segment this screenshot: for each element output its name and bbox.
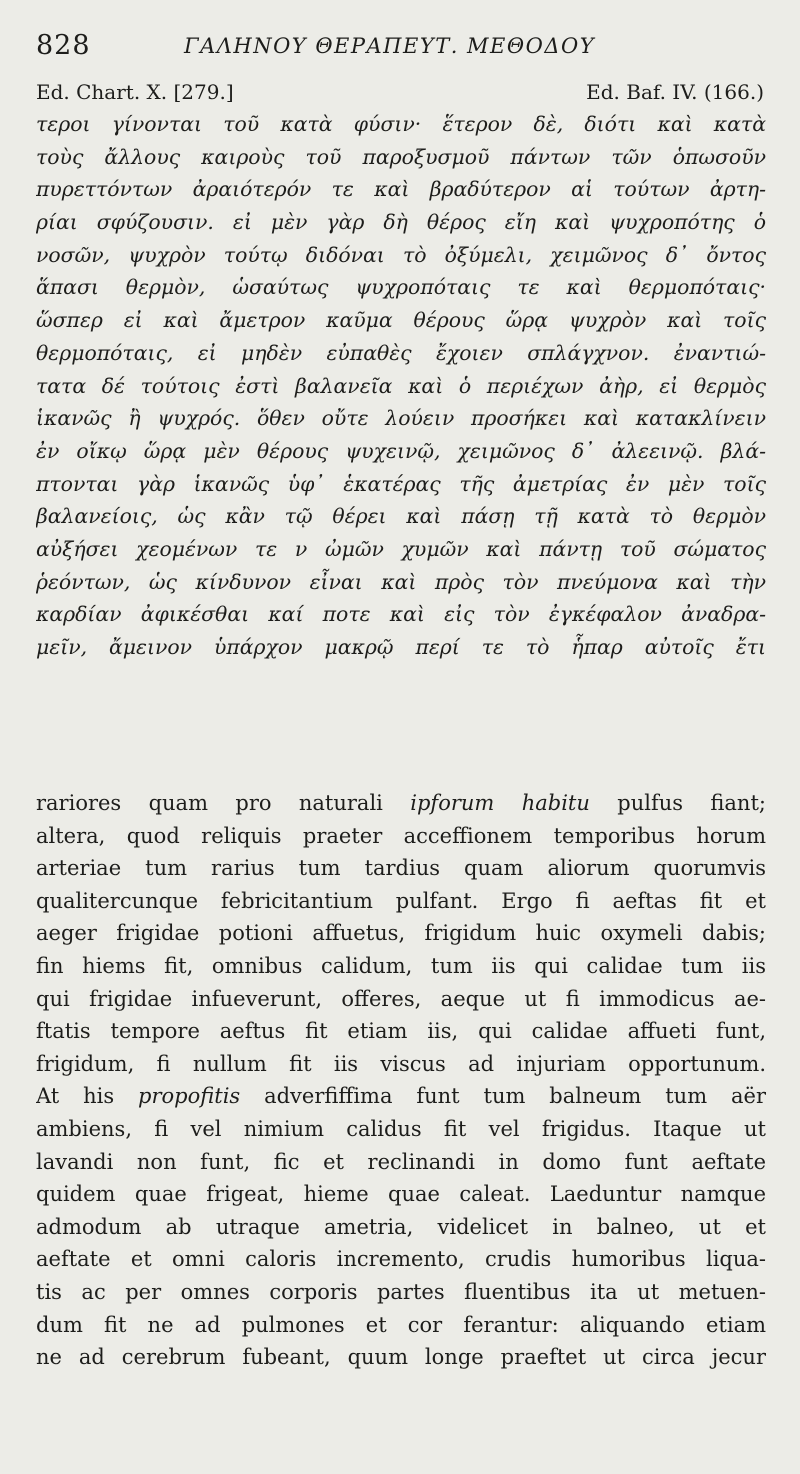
latin-text-line [36, 852, 766, 885]
greek-text-line: νοσῶν, ψυχρὸν τούτῳ διδόναι τὸ ὀξύμελι, χειμῶνος δ᾽ ὄντος [36, 242, 766, 267]
latin-text-block [36, 787, 766, 1374]
latin-text-line [36, 1309, 766, 1342]
latin-text-segment: qualitercunque febricitantium pulfant. Ergo fi aeftas fit et [36, 888, 766, 913]
latin-text-segment: tis ac per omnes corporis partes fluentibus ita ut metuen- [36, 1279, 766, 1304]
greek-text-line: ἅπασι θερμὸν, ὡσαύτως ψυχροπόταις τε καὶ θερμοπόταις· [36, 275, 766, 300]
latin-text-line [36, 983, 766, 1016]
greek-text-line: ἐν οἴκῳ ὥρᾳ μὲν θέρους ψυχεινῷ, χειμῶνος δ᾽ ἀλεεινῷ. βλά- [36, 438, 766, 463]
greek-text-line: πτονται γὰρ ἱκανῶς ὑφ᾽ ἑκατέρας τῆς ἀμετρίας ἐν μὲν τοῖς [36, 471, 766, 496]
latin-text-segment: adverfiffima funt tum balneum tum aër [240, 1084, 766, 1109]
latin-text-segment: rariores quam pro naturali [36, 791, 411, 815]
latin-text-line [36, 1146, 766, 1179]
greek-text-line: ἱκανῶς ἢ ψυχρός. ὅθεν οὔτε λούειν προσήκει καὶ κατακλίνειν [36, 406, 766, 431]
latin-italic-phrase: propofitis [138, 1084, 241, 1109]
greek-text-line: τοὺς ἄλλους καιροὺς τοῦ παροξυσμοῦ πάντων τῶν ὁπωσοῦν [36, 144, 766, 169]
latin-text-line [36, 917, 766, 950]
greek-text-line: ρίαι σφύζουσιν. εἰ μὲν γὰρ δὴ θέρος εἴη καὶ ψυχροπότης ὁ [36, 210, 766, 235]
edition-basel-reference: Ed. Baf. IV. (166.) [586, 80, 764, 104]
latin-text-segment: admodum ab utraque ametria, videlicet in balneo, ut et [36, 1214, 766, 1239]
latin-text-segment: At his [36, 1084, 139, 1109]
greek-text-line: καρδίαν ἀφικέσθαι καί ποτε καὶ εἰς τὸν ἐγκέφαλον ἀναδρα- [36, 602, 766, 627]
latin-text-segment: ftatis tempore aeftus fit etiam iis, qui calidae affueti funt, [36, 1019, 766, 1044]
latin-text-line [36, 885, 766, 918]
latin-text-segment: fin hiems fit, omnibus calidum, tum iis qui calidae tum iis [36, 953, 766, 978]
latin-text-line [36, 1080, 766, 1113]
greek-text-line: τεροι γίνονται τοῦ κατὰ φύσιν· ἕτερον δὲ, διότι καὶ κατὰ [36, 112, 766, 136]
latin-text-segment: aeftate et omni caloris incremento, crudis humoribus liqua- [36, 1247, 766, 1272]
running-title: ΓΑΛΗΝΟΥ ΘΕΡΑΠΕΥΤ. ΜΕΘΟΔΟΥ [184, 34, 596, 58]
greek-text-block [36, 108, 766, 664]
greek-text-line: θερμοπόταις, εἰ μηδὲν εὐπαθὲς ἔχοιεν σπλάγχνον. ἐναντιώ- [36, 340, 766, 365]
latin-text-segment: quidem quae frigeat, hieme quae caleat. Laeduntur namque [36, 1182, 766, 1207]
latin-text-segment: arteriae tum rarius tum tardius quam aliorum quorumvis [36, 856, 766, 881]
latin-text-segment: ambiens, fi vel nimium calidus fit vel frigidus. Itaque ut [36, 1116, 766, 1141]
latin-text-segment: lavandi non funt, fic et reclinandi in domo funt aeftate [36, 1149, 766, 1174]
greek-text-line: αὐξήσει χεομένων τε ν ὠμῶν χυμῶν καὶ πάντῃ τοῦ σώματος [36, 536, 766, 561]
greek-text-line: βαλανείοις, ὡς κἂν τῷ θέρει καὶ πάσῃ τῇ κατὰ τὸ θερμὸν [36, 504, 766, 529]
latin-text-segment: aeger frigidae potioni affuetus, frigidum huic oxymeli dabis; [36, 921, 766, 946]
greek-text-line: τατα δέ τούτοις ἐστὶ βαλανεῖα καὶ ὁ περιέχων ἀὴρ, εἰ θερμὸς [36, 373, 766, 398]
latin-text-segment: dum fit ne ad pulmones et cor ferantur: aliquando etiam [36, 1312, 766, 1337]
latin-italic-phrase: ipforum habitu [410, 791, 590, 815]
greek-text-line: ὥσπερ εἰ καὶ ἄμετρον καῦμα θέρους ὥρᾳ ψυχρὸν καὶ τοῖς [36, 308, 766, 333]
latin-text-segment: pulfus fiant; [589, 791, 766, 815]
page-number: 828 [36, 30, 91, 61]
latin-text-line [36, 950, 766, 983]
latin-text-line [36, 1276, 766, 1309]
edition-references [36, 80, 764, 108]
latin-text-segment: ne ad cerebrum fubeant, quum longe praeftet ut circa jecur [36, 1345, 766, 1370]
greek-text-line: πυρεττόντων ἀραιότερόν τε καὶ βραδύτερον αἱ τούτων ἀρτη- [36, 177, 766, 202]
latin-text-segment: altera, quod reliquis praeter acceffionem temporibus horum [36, 823, 766, 848]
latin-text-line [36, 787, 766, 820]
latin-text-line [36, 1243, 766, 1276]
greek-text-line: ῥεόντων, ὡς κίνδυνον εἶναι καὶ πρὸς τὸν πνεύμονα καὶ τὴν [36, 569, 766, 594]
latin-text-segment: frigidum, fi nullum fit iis viscus ad injuriam opportunum. [36, 1051, 766, 1076]
latin-text-line [36, 1178, 766, 1211]
greek-text-line: μεῖν, ἄμεινον ὑπάρχον μακρῷ περί τε τὸ ἧπαρ αὐτοῖς ἔτι [36, 635, 766, 659]
edition-chart-reference: Ed. Chart. X. [279.] [36, 80, 234, 104]
latin-text-line [36, 1341, 766, 1374]
latin-text-line [36, 1015, 766, 1048]
latin-text-line [36, 1113, 766, 1146]
latin-text-line [36, 820, 766, 853]
latin-text-line [36, 1048, 766, 1081]
latin-text-segment: qui frigidae infueverunt, offeres, aeque ut fi immodicus ae- [36, 986, 766, 1011]
latin-text-line [36, 1211, 766, 1244]
page-header [36, 30, 764, 66]
